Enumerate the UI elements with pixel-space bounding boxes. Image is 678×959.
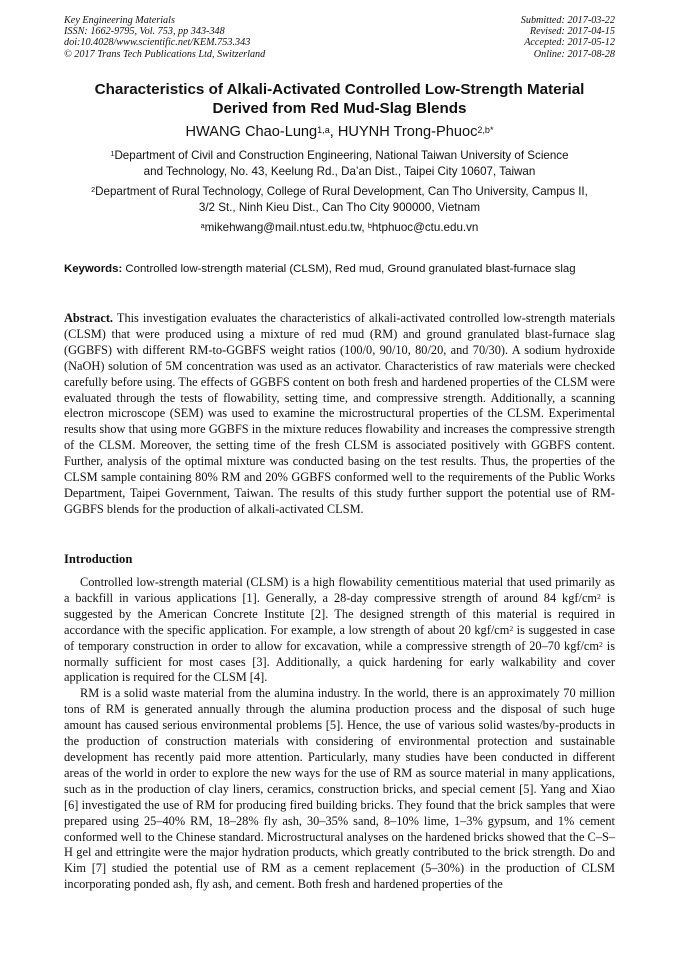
affiliation-2-line-2: 3/2 St., Ninh Kieu Dist., Can Tho City 900000, Vietnam	[198, 200, 481, 214]
keywords-text: Controlled low-strength material (CLSM), Red mud, Ground granulated blast-furnace slag	[125, 263, 576, 275]
date-accepted: Accepted: 2017-05-12	[524, 37, 615, 49]
intro-p1-part-b: is suggested by the American Concrete Institute [2]. The designed strength of this material is required in accordance with the specific application. For example, a low strength of about 20 kgf/cm	[64, 590, 616, 637]
intro-p1-part-a: Controlled low-strength material (CLSM) is a high flowability cementitious material that used primarily as a backfill in various applications [1]. Generally, a 28-day compressive strength of around 84 kgf/cm	[64, 575, 615, 605]
author-1-affiliation: 1,a	[317, 125, 330, 135]
intro-paragraph-2: RM is a solid waste material from the alumina industry. In the world, there is an approximately 70 million tons of RM is generated annually through the alumina production process and the disposal of such huge amount has caused serious environmental problems [5]. Hence, the use of various solid wastes/by-products in the production of construction materials with considering of environmental protection and sustainable development has recently paid more attention. Particularly, many studies have been conducted in different areas of the world in order to explore the new ways for the use of RM as source material in many applications, such as in the production of clay liners, ceramics, construction bricks, and special cement [5]. Yang and Xiao [6] investigated the use of RM for producing fired building bricks. They found that the brick samples that were prepared using 25–40% RM, 18–28% fly ash, 30–35% sand, 8–10% lime, 1–3% gypsum, and 1% cement conformed well to the Chinese standard. Microstructural analyses on the hardened bricks showed that the C–S–H gel and ettringite were the major hydration products, which greatly contributed to the brick strength. Do and Kim [7] studied the potential use of RM as a cement replacement (5–30%) in the production of CLSM incorporating ponded ash, fly ash, and cement. Both fresh and hardened properties of the	[64, 686, 615, 892]
email-separator: ,	[361, 221, 368, 234]
email-a[interactable]: mikehwang@mail.ntust.edu.tw	[204, 221, 362, 234]
title-line-1: Characteristics of Alkali-Activated Controlled Low-Strength Material	[94, 81, 585, 98]
author-emails	[64, 220, 615, 236]
affiliation-1-line-1: Department of Civil and Construction Engineering, National Taiwan University of Science	[114, 149, 569, 162]
intro-paragraph-1	[64, 575, 615, 686]
abstract-section	[64, 311, 615, 518]
abstract-text: This investigation evaluates the characteristics of alkali-activated controlled low-strength materials (CLSM) that were produced using a mixture of red mud (RM) and ground granulated blast-furnace slag (GGBFS) with different RM-to-GGBFS weight ratios (100/0, 90/10, 80/20, and 70/30). A sodium hydroxide (NaOH) solution of 5M concentration was used as an activator. Characteristics of raw materials were checked carefully before using. The effects of GGBFS content on both fresh and hardened properties of the CLSM were evaluated through the tests of flowability, setting time, and compressive strength. Additionally, a scanning electron microscope (SEM) was used to examine the microstructural properties of the CLSM. Experimental results show that using more GGBFS in the mixture reduces flowability and increases the compressive strength of the CLSM. Moreover, the setting time of the fresh CLSM is associated positively with GGBFS content. Further, analysis of the optimal mixture was conducted basing on the test results. Thus, the properties of the CLSM sample containing 80% RM and 20% GGBFS conformed well to the requirements of the Public Works Department, Taipei Government, Taiwan. The results of this study further support the potential use of RM-GGBFS blends for the production of alkali-activated CLSM.	[64, 311, 615, 516]
affiliation-1	[64, 148, 615, 179]
email-b[interactable]: htphuoc@ctu.edu.vn	[371, 221, 479, 234]
affiliation-2	[64, 184, 615, 215]
introduction-heading: Introduction	[64, 552, 133, 566]
abstract-label: Abstract.	[64, 311, 114, 325]
author-2: HUYNH Trong-Phuoc	[337, 124, 478, 140]
author-list	[64, 122, 615, 142]
date-submitted: Submitted: 2017-03-22	[520, 15, 615, 26]
journal-name: Key Engineering Materials	[64, 15, 175, 26]
title-line-2: Derived from Red Mud-Slag Blends	[212, 100, 467, 117]
paper-title	[64, 80, 615, 118]
intro-p1-sup-3: 2	[599, 639, 603, 649]
affiliation-2-number: 2	[91, 185, 96, 194]
affiliation-2-line-1: Department of Rural Technology, College of Rural Development, Can Tho University, Campus II,	[95, 185, 588, 198]
date-online: Online: 2017-08-28	[533, 48, 615, 60]
journal-doi: doi:10.4028/www.scientific.net/KEM.753.343	[64, 37, 251, 49]
introduction-body	[64, 575, 615, 893]
date-revised: Revised: 2017-04-15	[529, 26, 615, 38]
intro-p1-sup-2: 2	[509, 623, 514, 633]
author-separator: ,	[329, 124, 338, 140]
affiliation-1-number: 1	[110, 149, 115, 158]
intro-p1-sup-1: 2	[597, 591, 601, 601]
intro-p1-part-c: is suggested in case of temporary construction in order to allow for excavation, while a compressive strength of 20–70 kgf/cm	[64, 622, 615, 653]
publication-dates	[521, 15, 615, 60]
affiliation-1-line-2: and Technology, No. 43, Keelung Rd., Da’an Dist., Taipei City 10607, Taiwan	[143, 164, 536, 178]
intro-p1-part-d: is normally sufficient for most cases [3]. Additionally, a quick hardening for early walkability and cover application is required for the CLSM [4].	[64, 638, 616, 685]
email-a-marker: a	[200, 221, 205, 230]
journal-copyright: © 2017 Trans Tech Publications Ltd, Switzerland	[64, 48, 266, 60]
author-1: HWANG Chao-Lung	[185, 124, 318, 140]
keywords-label: Keywords:	[64, 263, 123, 275]
journal-issn: ISSN: 1662-9795, Vol. 753, pp 343-348	[64, 26, 225, 38]
keywords-section	[64, 262, 615, 276]
journal-info	[64, 15, 265, 60]
author-2-affiliation: 2,b*	[477, 125, 494, 135]
email-b-marker: b	[367, 221, 372, 230]
